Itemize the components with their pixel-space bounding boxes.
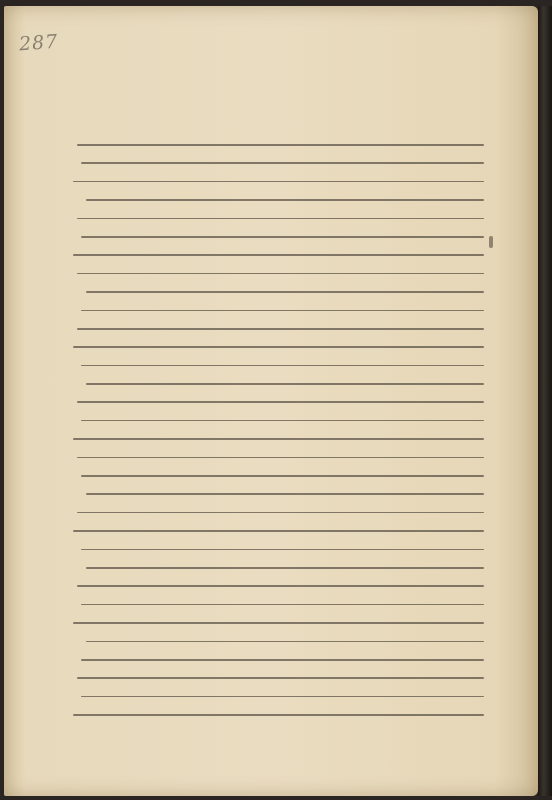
handwriting-stroke — [77, 144, 484, 146]
handwriting-stroke — [77, 512, 484, 514]
handwriting-stroke — [73, 181, 484, 183]
manuscript-line — [69, 210, 484, 226]
handwriting-stroke — [73, 438, 484, 440]
handwriting-stroke — [77, 273, 484, 275]
manuscript-line — [69, 375, 484, 391]
manuscript-line — [69, 669, 484, 685]
manuscript-line — [69, 633, 484, 649]
manuscript-line — [69, 265, 484, 281]
manuscript-line — [69, 136, 484, 152]
handwriting-stroke — [86, 383, 484, 385]
handwriting-stroke — [77, 218, 484, 220]
manuscript-line — [69, 522, 484, 538]
handwriting-stroke — [77, 401, 484, 403]
manuscript-line — [69, 320, 484, 336]
handwriting-stroke — [81, 162, 484, 164]
handwriting-stroke — [86, 291, 484, 293]
handwriting-stroke — [73, 530, 484, 532]
manuscript-line — [69, 651, 484, 667]
manuscript-line — [69, 614, 484, 630]
manuscript-line — [69, 173, 484, 189]
manuscript-line — [69, 688, 484, 704]
manuscript-line — [69, 706, 484, 722]
manuscript-line — [69, 559, 484, 575]
handwriting-stroke — [81, 696, 484, 698]
manuscript-line — [69, 154, 484, 170]
manuscript-line — [69, 338, 484, 354]
manuscript-line — [69, 302, 484, 318]
handwriting-stroke — [86, 567, 484, 569]
handwriting-stroke — [77, 677, 484, 679]
manuscript-line — [69, 228, 484, 244]
manuscript-line — [69, 191, 484, 207]
handwriting-stroke — [73, 346, 484, 348]
manuscript-line — [69, 541, 484, 557]
handwriting-stroke — [81, 310, 484, 312]
handwriting-stroke — [77, 457, 484, 459]
handwriting-stroke — [73, 254, 484, 256]
manuscript-line — [69, 430, 484, 446]
handwriting-stroke — [73, 714, 484, 716]
manuscript-line — [69, 577, 484, 593]
manuscript-line — [69, 393, 484, 409]
handwriting-stroke — [81, 420, 484, 422]
margin-mark — [489, 236, 493, 248]
manuscript-line — [69, 485, 484, 501]
handwriting-stroke — [81, 365, 484, 367]
manuscript-line — [69, 596, 484, 612]
handwriting-stroke — [81, 475, 484, 477]
manuscript-line — [69, 246, 484, 262]
handwriting-stroke — [73, 622, 484, 624]
manuscript-page — [4, 6, 538, 796]
manuscript-line — [69, 283, 484, 299]
handwriting-stroke — [81, 604, 484, 606]
manuscript-line — [69, 449, 484, 465]
handwriting-stroke — [77, 328, 484, 330]
handwriting-stroke — [86, 641, 484, 643]
handwriting-stroke — [81, 549, 484, 551]
folio-number: 287 — [18, 30, 59, 56]
handwriting-stroke — [77, 585, 484, 587]
handwriting-stroke — [86, 199, 484, 201]
handwriting-stroke — [86, 493, 484, 495]
manuscript-line — [69, 412, 484, 428]
manuscript-line — [69, 504, 484, 520]
manuscript-text-block — [69, 136, 484, 714]
handwriting-stroke — [81, 236, 484, 238]
manuscript-line — [69, 357, 484, 373]
handwriting-stroke — [81, 659, 484, 661]
manuscript-line — [69, 467, 484, 483]
